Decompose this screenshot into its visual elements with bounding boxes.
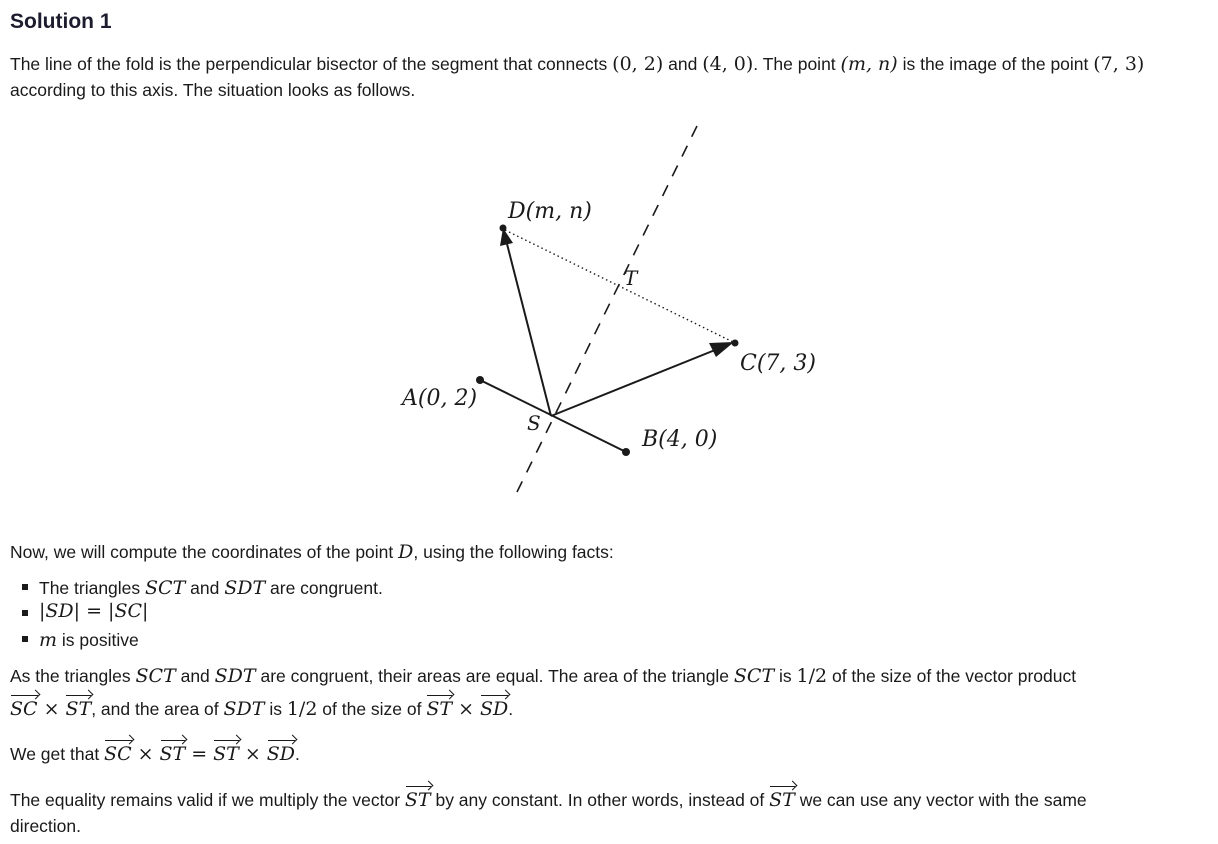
bullet-marker-1	[22, 584, 28, 590]
area-text-5: of the size of the vector product	[827, 666, 1077, 686]
scaling-text-2: by any constant. In other words, instead of	[430, 790, 770, 810]
eq-vector-st-2: ST	[213, 743, 239, 765]
m-symbol: m	[39, 629, 58, 651]
triangle-sdt-2: SDT	[214, 665, 256, 687]
scaling-paragraph-line2: direction.	[10, 816, 82, 836]
vector-sd-symbol: SD	[479, 698, 509, 720]
equals-symbol: =	[191, 743, 208, 765]
triangle-sdt: SDT	[224, 577, 266, 599]
scaling-text-3: we can use any vector with the same	[794, 790, 1087, 810]
area-text-1: As the triangles	[10, 666, 136, 686]
eq-times-2: ×	[244, 743, 261, 765]
facts-intro	[10, 541, 614, 563]
arrowhead-c	[709, 342, 734, 357]
vector-sc-symbol: SC	[10, 698, 38, 720]
bullet-marker-2	[22, 610, 28, 616]
label-t: T	[624, 266, 638, 290]
intro-text-4: is the image of the point	[897, 54, 1094, 74]
point-c	[732, 340, 739, 347]
vector-sd	[506, 240, 551, 416]
equality-period: .	[295, 744, 300, 764]
point-4-0: (4, 0)	[702, 53, 754, 75]
facts-intro-text-2: , using the following facts:	[413, 542, 614, 562]
area-text-2: and	[175, 666, 215, 686]
equality-line	[10, 743, 300, 765]
eq-times-1: ×	[137, 743, 154, 765]
fraction-half-2: 1/2	[286, 698, 318, 720]
area-text-8: of the size of	[317, 699, 427, 719]
intro-paragraph-line2: according to this axis. The situation looks as follows.	[10, 80, 416, 100]
fraction-half: 1/2	[796, 665, 828, 687]
eq-vector-st: ST	[159, 743, 186, 765]
point-7-3: (7, 3)	[1093, 53, 1145, 75]
scaling-paragraph-line1	[10, 789, 1087, 811]
area-paragraph-line2	[10, 698, 513, 720]
label-c: C(7, 3)	[740, 351, 816, 376]
point-d-symbol: D	[398, 541, 414, 563]
triangle-sct-2: SCT	[135, 665, 176, 687]
fact1-post: are congruent.	[265, 578, 383, 598]
vector-st-symbol-2: ST	[426, 698, 453, 720]
label-a: A(0, 2)	[402, 386, 478, 411]
area-text-7: is	[264, 699, 287, 719]
eq-vector-sd: SD	[266, 743, 296, 765]
scaling-vector-st-2: ST	[769, 789, 795, 811]
facts-intro-text-1: Now, we will compute the coordinates of the point	[10, 542, 399, 562]
label-s: S	[527, 411, 541, 435]
point-d	[500, 225, 507, 232]
area-text-9: .	[508, 699, 514, 719]
times-symbol: ×	[43, 698, 60, 720]
scaling-text-1: The equality remains valid if we multiply the vector	[10, 790, 405, 810]
times-symbol-2: ×	[458, 698, 474, 720]
scaling-vector-st: ST	[404, 789, 431, 811]
dotted-segment-dc	[505, 230, 735, 343]
triangle-sdt-3: SDT	[223, 698, 265, 720]
area-paragraph-line1	[10, 665, 1076, 687]
point-b	[622, 448, 630, 456]
label-d: D(m, n)	[508, 199, 592, 224]
fact3-text: is positive	[57, 630, 139, 650]
intro-text-3: . The point	[753, 54, 841, 74]
label-b: B(4, 0)	[642, 427, 718, 452]
fact-m-positive	[39, 629, 139, 651]
intro-text-1: The line of the fold is the perpendicular bisector of the segment that connects	[10, 54, 613, 74]
point-a	[476, 376, 484, 384]
fact-congruent	[39, 577, 383, 599]
eq-vector-sc: SC	[104, 743, 132, 765]
area-text-3: are congruent, their areas are equal. The area of the triangle	[255, 666, 734, 686]
point-m-n: (m, n)	[840, 53, 898, 75]
vector-sc	[551, 348, 720, 416]
solution-heading: Solution 1	[10, 10, 112, 33]
equality-text: We get that	[10, 744, 105, 764]
area-text-4: is	[774, 666, 797, 686]
fact-equal-lengths: |SD| = |SC|	[39, 600, 149, 622]
area-text-6: , and the area of	[91, 699, 224, 719]
fact1-and: and	[185, 578, 225, 598]
intro-text-2: and	[663, 54, 703, 74]
fact1-text: The triangles	[39, 578, 146, 598]
bullet-marker-3	[22, 636, 28, 642]
triangle-sct-3: SCT	[733, 665, 775, 687]
triangle-sct: SCT	[145, 577, 186, 599]
vector-st-symbol: ST	[65, 698, 92, 720]
point-0-2: (0, 2)	[612, 53, 664, 75]
